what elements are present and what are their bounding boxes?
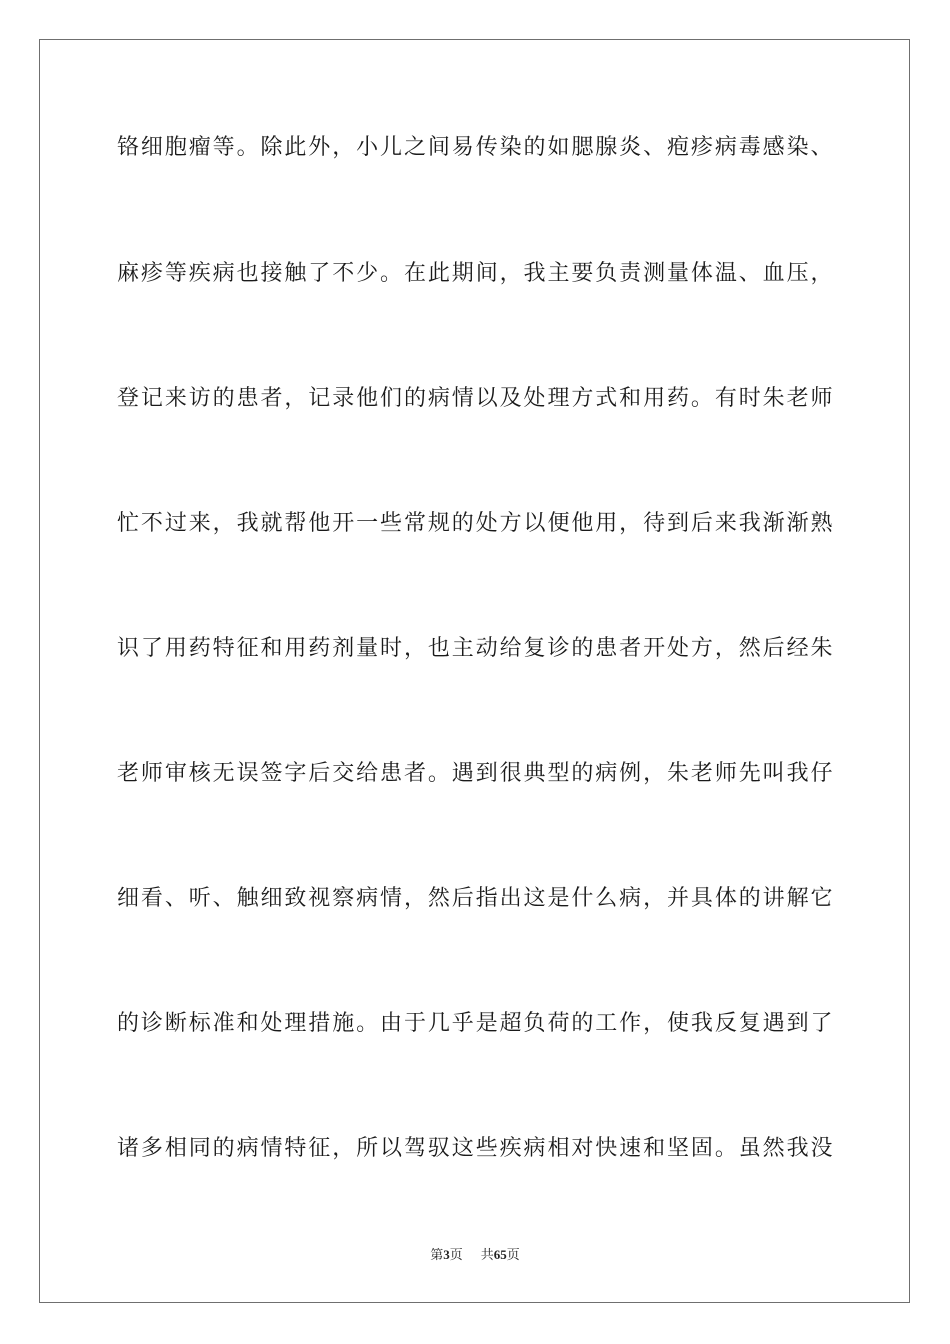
- page-suffix: 页: [449, 1247, 463, 1262]
- text-line: 登记来访的患者，记录他们的病情以及处理方式和用药。有时朱老师: [117, 386, 833, 411]
- text-line: 的诊断标准和处理措施。由于几乎是超负荷的工作，使我反复遇到了: [117, 1011, 833, 1036]
- page-footer: [0, 1246, 950, 1264]
- text-line: 细看、听、触细致视察病情，然后指出这是什么病，并具体的讲解它: [117, 886, 833, 911]
- text-line: 诸多相同的病情特征，所以驾驭这些疾病相对快速和坚固。虽然我没: [117, 1136, 833, 1161]
- text-line: 铬细胞瘤等。除此外，小儿之间易传染的如腮腺炎、疱疹病毒感染、: [117, 135, 833, 160]
- total-suffix: 页: [506, 1247, 520, 1262]
- page-border: [39, 39, 910, 1303]
- total-prefix: 共: [480, 1247, 494, 1262]
- page-prefix: 第: [430, 1247, 444, 1262]
- total-pages: 65: [493, 1247, 507, 1262]
- text-line: 识了用药特征和用药剂量时，也主动给复诊的患者开处方，然后经朱: [117, 636, 833, 661]
- text-line: 忙不过来，我就帮他开一些常规的处方以便他用，待到后来我渐渐熟: [117, 511, 833, 536]
- page-number: 3: [443, 1247, 450, 1262]
- text-line: 老师审核无误签字后交给患者。遇到很典型的病例，朱老师先叫我仔: [117, 761, 833, 786]
- text-line: 麻疹等疾病也接触了不少。在此期间，我主要负责测量体温、血压，: [117, 261, 833, 286]
